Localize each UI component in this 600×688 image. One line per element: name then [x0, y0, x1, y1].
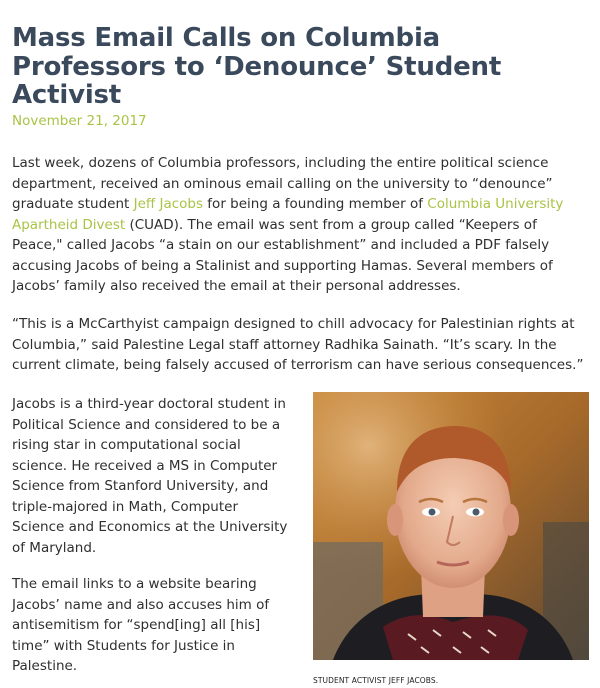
paragraph-1-text-b: for being a founding member of	[203, 196, 428, 212]
paragraph-1	[12, 153, 588, 297]
paragraph-1-text-a: Last week, dozens of Columbia professors, including the entire political science department, received an ominous email calling on the university to “denounce” graduate student	[12, 155, 553, 212]
student-portrait-photo	[313, 392, 589, 660]
photo-caption: STUDENT ACTIVIST JEFF JACOBS.	[313, 676, 439, 685]
article-title: Mass Email Calls on Columbia Professors to ‘Denounce’ Student Activist	[12, 23, 502, 110]
article-date: November 21, 2017	[12, 112, 147, 129]
paragraph-1-text-c: (CUAD). The email was sent from a group called “Keepers of Peace," called Jacobs “a stain on our establishment” and included a PDF falsely accusing Jacobs of being a Stalinist and supporting Hamas. Several members of Jacobs’ family also received the email at their personal addresses.	[12, 216, 553, 294]
photo-figure	[313, 392, 589, 685]
paragraph-3: Jacobs is a third-year doctoral student in Political Science and considered to be a rising star in computational social science. He received a MS in Computer Science from Stanford University, and triple-majored in Math, Computer Science and Economics at the University of Maryland.	[12, 396, 288, 556]
article	[12, 23, 588, 685]
cuad-link[interactable]: Columbia University Apartheid Divest	[12, 196, 564, 233]
jeff-jacobs-link[interactable]: Jeff Jacobs	[133, 196, 204, 212]
paragraph-4: The email links to a website bearing Jacobs’ name and also accuses him of antisemitism for “spend[ing] all [his] time” with Students for Justice in Palestine.	[12, 576, 270, 674]
paragraph-2: “This is a McCarthyist campaign designed to chill advocacy for Palestinian rights at Columbia,” said Palestine Legal staff attorney Radhika Sainath. “It’s scary. In the current climate, being falsely accused of terrorism can have serious consequences.”	[12, 316, 584, 373]
